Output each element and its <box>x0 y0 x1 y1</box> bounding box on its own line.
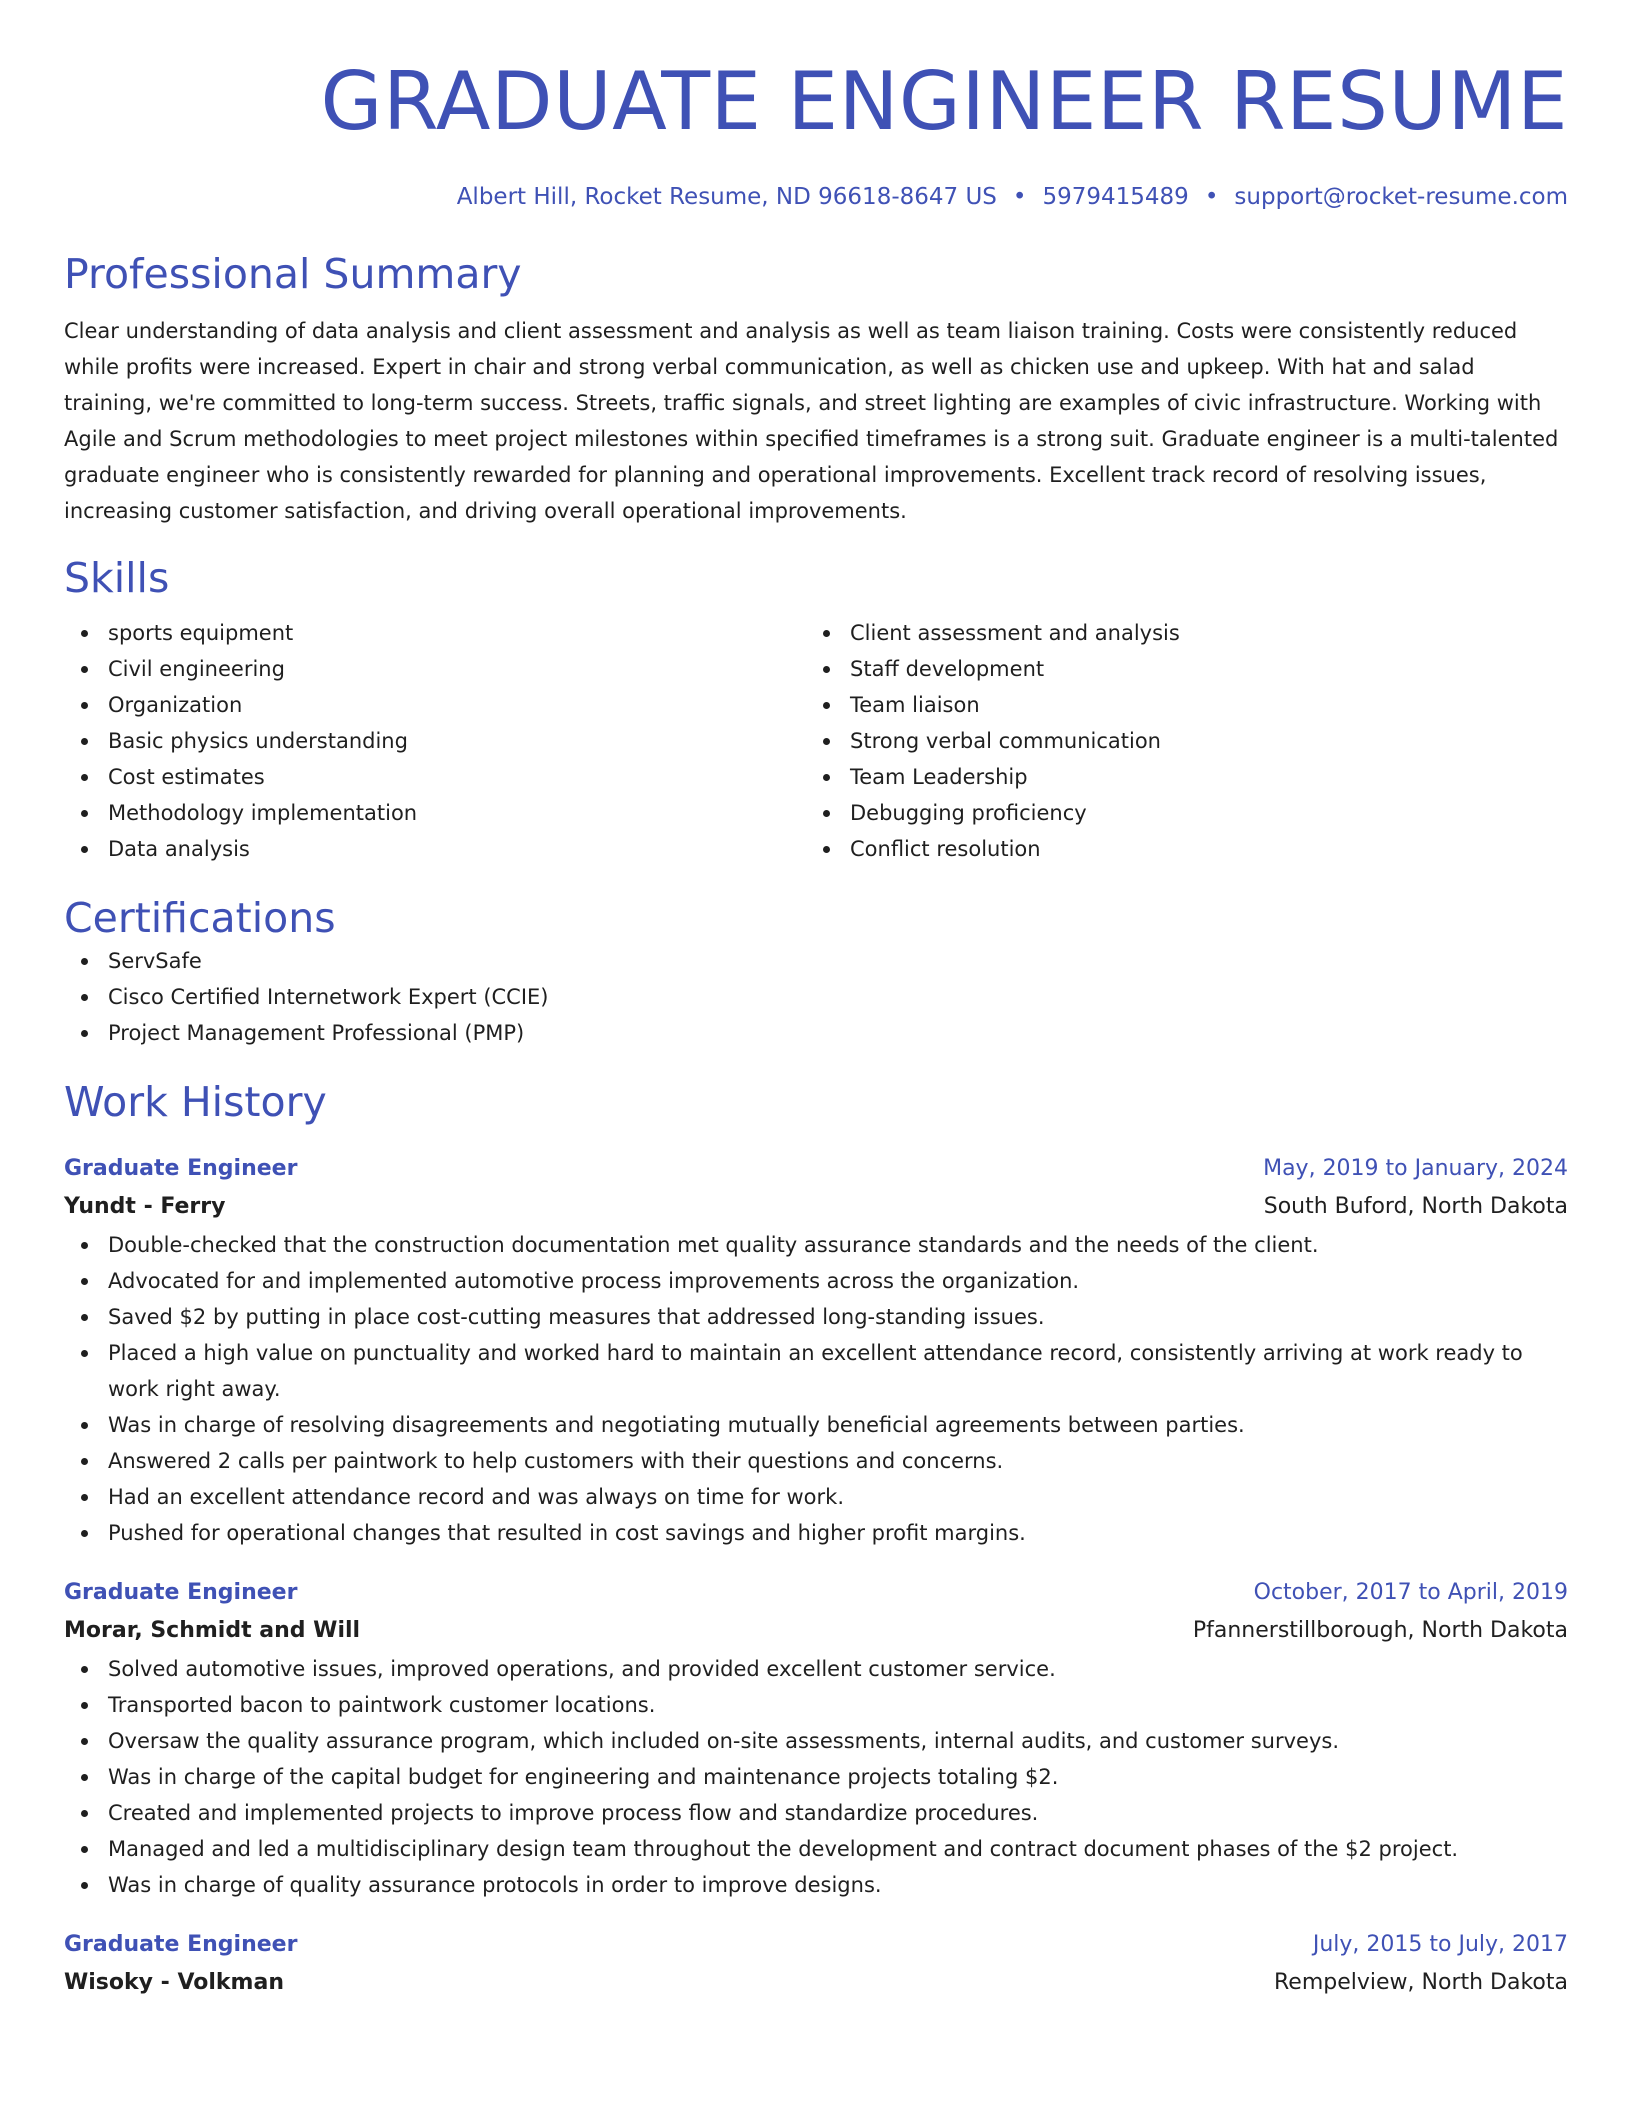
skill-item: Strong verbal communication <box>806 723 1548 759</box>
contact-line <box>64 182 1568 212</box>
skill-item: Data analysis <box>64 831 806 867</box>
job-duties-list <box>64 1227 1568 1551</box>
contact-email: support@rocket-resume.com <box>1234 184 1568 210</box>
job-dates: May, 2019 to January, 2024 <box>1263 1156 1568 1181</box>
certifications-list <box>64 943 1568 1051</box>
skill-item: Methodology implementation <box>64 795 806 831</box>
certification-item: ServSafe <box>64 943 1568 979</box>
skill-item: Debugging proficiency <box>806 795 1548 831</box>
job-duty-item: Was in charge of the capital budget for engineering and maintenance projects totaling $2. <box>64 1759 1568 1795</box>
job-location: Rempelview, North Dakota <box>1274 1970 1568 1995</box>
contact-phone: 5979415489 <box>1042 184 1189 210</box>
job-title-row <box>64 1575 1568 1611</box>
job-entry <box>64 1151 1568 1551</box>
job-company: Yundt - Ferry <box>64 1194 226 1219</box>
job-duty-item: Advocated for and implemented automotive process improvements across the organization. <box>64 1263 1568 1299</box>
skill-item: Organization <box>64 687 806 723</box>
skill-item: Team Leadership <box>806 759 1548 795</box>
job-entry <box>64 1575 1568 1903</box>
job-duty-item: Created and implemented projects to improve process flow and standardize procedures. <box>64 1795 1568 1831</box>
job-duty-item: Transported bacon to paintwork customer locations. <box>64 1687 1568 1723</box>
job-duty-item: Placed a high value on punctuality and worked hard to maintain an excellent attendance record, consistently arriving at work ready to work right away. <box>64 1335 1568 1407</box>
skills-list-left <box>64 615 806 867</box>
skills-heading: Skills <box>64 554 170 602</box>
job-duty-item: Managed and led a multidisciplinary design team throughout the development and contract document phases of the $2 project. <box>64 1831 1568 1867</box>
work-history-list <box>64 1151 1568 2003</box>
skill-item: Team liaison <box>806 687 1548 723</box>
job-title: Graduate Engineer <box>64 1580 298 1605</box>
job-duties-list <box>64 1651 1568 1903</box>
job-duty-item: Pushed for operational changes that resulted in cost savings and higher profit margins. <box>64 1515 1568 1551</box>
job-duty-item: Oversaw the quality assurance program, which included on-site assessments, internal audits, and customer surveys. <box>64 1723 1568 1759</box>
job-title-row <box>64 1927 1568 1963</box>
contact-separator: • <box>1204 184 1219 210</box>
skills-list-right <box>806 615 1548 867</box>
skills-columns <box>64 615 1568 867</box>
job-company-row <box>64 1963 1568 2003</box>
job-location: South Buford, North Dakota <box>1263 1194 1568 1219</box>
certification-item: Project Management Professional (PMP) <box>64 1015 1568 1051</box>
job-dates: October, 2017 to April, 2019 <box>1253 1580 1568 1605</box>
job-duty-item: Had an excellent attendance record and was always on time for work. <box>64 1479 1568 1515</box>
summary-heading: Professional Summary <box>64 250 522 298</box>
skills-column-left <box>64 615 806 867</box>
skill-item: Basic physics understanding <box>64 723 806 759</box>
job-dates: July, 2015 to July, 2017 <box>1312 1932 1568 1957</box>
contact-address: Albert Hill, Rocket Resume, ND 96618-8647 US <box>456 184 997 210</box>
job-duty-item: Solved automotive issues, improved operations, and provided excellent customer service. <box>64 1651 1568 1687</box>
work-history-heading: Work History <box>64 1078 327 1126</box>
skill-item: Client assessment and analysis <box>806 615 1548 651</box>
job-duty-item: Saved $2 by putting in place cost-cutting measures that addressed long-standing issues. <box>64 1299 1568 1335</box>
skill-item: sports equipment <box>64 615 806 651</box>
job-company: Morar, Schmidt and Will <box>64 1618 361 1643</box>
job-company: Wisoky - Volkman <box>64 1970 284 1995</box>
skill-item: Cost estimates <box>64 759 806 795</box>
job-location: Pfannerstillborough, North Dakota <box>1192 1618 1568 1643</box>
job-title-row <box>64 1151 1568 1187</box>
job-title: Graduate Engineer <box>64 1932 298 1957</box>
job-duty-item: Was in charge of quality assurance protocols in order to improve designs. <box>64 1867 1568 1903</box>
certification-item: Cisco Certified Internetwork Expert (CCIE) <box>64 979 1568 1015</box>
contact-separator: • <box>1012 184 1027 210</box>
skill-item: Conflict resolution <box>806 831 1548 867</box>
job-duty-item: Answered 2 calls per paintwork to help customers with their questions and concerns. <box>64 1443 1568 1479</box>
certifications-heading: Certifications <box>64 894 336 942</box>
job-company-row <box>64 1611 1568 1651</box>
resume-header <box>64 0 1568 212</box>
job-entry <box>64 1927 1568 2003</box>
skill-item: Staff development <box>806 651 1548 687</box>
job-duty-item: Double-checked that the construction documentation met quality assurance standards and the needs of the client. <box>64 1227 1568 1263</box>
job-company-row <box>64 1187 1568 1227</box>
skills-column-right <box>806 615 1548 867</box>
job-duty-item: Was in charge of resolving disagreements and negotiating mutually beneficial agreements between parties. <box>64 1407 1568 1443</box>
resume-title: GRADUATE ENGINEER RESUME <box>320 55 1568 148</box>
skill-item: Civil engineering <box>64 651 806 687</box>
summary-text: Clear understanding of data analysis and client assessment and analysis as well as team liaison training. Costs were consistently reduced while profits were increased. Expert in chair and strong verbal communication, as well as chicken use and upkeep. With hat and salad training, we're committed to long-term success. Streets, traffic signals, and street lighting are examples of civic infrastructure. Working with Agile and Scrum methodologies to meet project milestones within specified timeframes is a strong suit. Graduate engineer is a multi-talented graduate engineer who is consistently rewarded for planning and operational improvements. Excellent track record of resolving issues, increasing customer satisfaction, and driving overall operational improvements. <box>64 319 1559 523</box>
job-title: Graduate Engineer <box>64 1156 298 1181</box>
